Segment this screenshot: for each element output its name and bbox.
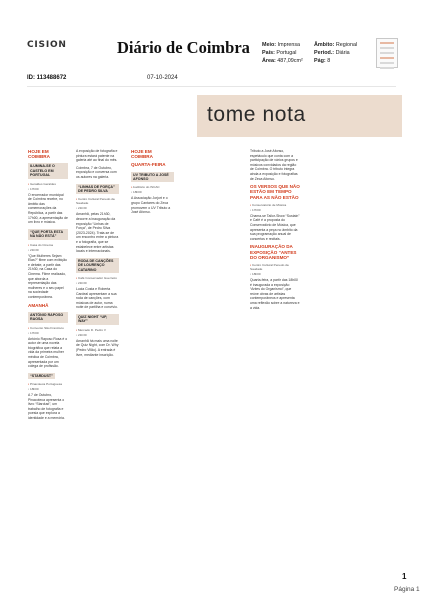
event-title: “LINHAS DE FORÇA” DE PEDRO SILVA: [76, 184, 119, 195]
event-description: Amanhã, pelas 21h30, decorre a inauguração da exposição “Linhas de Força”, de Pedro Silva (2023-2024). Trata-se de um encontro entre a pintura e a fotografia, que se estabelece entre artistas locais e internacionais.: [76, 212, 119, 254]
cision-logo: CISION: [27, 40, 67, 50]
press-clipping-header: [0, 0, 424, 92]
event-time: ▪ 17h00: [28, 331, 68, 335]
event-description: “Que Mulheres Sejam Elas?” filme com exibição e debate, a partir das 21h30, na Casa do Cinema. Filme realizado, que aborda a representação das mulheres e o seu papel na sociedade contemporânea.: [28, 253, 67, 299]
event-time: ▪ 21h30: [76, 333, 119, 337]
section-heading: AMANHÃ: [28, 302, 49, 308]
event-description: A Associação Jorjort e o grupo Cantares do Zeca promovem o UV Tributo a José Afonso.: [131, 196, 171, 215]
page-label: Página 1: [394, 586, 420, 593]
event-title: “QUE PORTA ESTA NA NÃO ESTÁ”: [28, 229, 68, 240]
event-description: A 7 de Outubro, Pinacoteca apresenta o livro “Stardust”, um trabalho de fotografia e poesia que explora a identidade e a memória.: [28, 393, 65, 421]
page-thumbnail[interactable]: [376, 38, 398, 68]
section-heading: HOJE EM COIMBRA: [28, 149, 50, 160]
event-venue: ▪ Café Conservador Guerreiro: [76, 276, 119, 280]
event-description: Quarta-feira, a partir das 18h00 é inaugurada a exposição “Antes do Organismo”, que reúne obras de artistas contemporâneos e apresenta uma reflexão sobre a natureza e a vida.: [250, 277, 300, 310]
meta-left: [262, 41, 303, 66]
event-venue: ▪ Convento São Francisco: [28, 326, 68, 330]
article-column-3: [131, 147, 174, 218]
event-time: ▪ 21h30: [76, 281, 119, 285]
event-description: O encerrador municipal de Coimbra recebe, no âmbito das comemorações da República, a partir das 17h00, a apresentação de um livro e música.: [28, 192, 68, 225]
event-title: ILUMINA-SE O CASTELO EM PORTUGAL: [28, 163, 68, 178]
event-venue: ▪ Pinacoteca Portuguesa: [28, 382, 68, 386]
event-time: ▪ 21h30: [76, 206, 119, 210]
event-venue: ▪ Geraldes Geraldes: [28, 182, 68, 186]
event-title: ANTÓNIO RAPOSO RAOSA: [28, 312, 68, 323]
event-description: A exposição de fotografia e pintura estará patente na galeria até ao final do mês.: [76, 149, 118, 163]
newspaper-masthead: Diário de Coimbra: [117, 38, 250, 57]
event-description: Lucia Costa e Roberta Cardeal apresentam a sua roda de canções, com músicas de autor, numa noite de partilha e convívio.: [76, 286, 118, 310]
event-description: António Raposo Rosa é o autor de uma novela biográfica que relata a vida da primeira mulher médica de Coimbra, apresentada por um colega de profissão.: [28, 336, 68, 369]
meta-row: Âmbito: Regional: [314, 42, 358, 48]
event-title: “STARDUST”: [30, 373, 53, 378]
meta-row: Period.: Diária: [314, 50, 350, 57]
meta-row: País: Portugal: [262, 50, 297, 57]
meta-row: Meio: Imprensa: [262, 42, 301, 48]
section-heading: OS VERSOS QUE NÃO ESTÃO EM TEMPO PARA AS NÃO ESTÃO: [250, 184, 300, 200]
event-time: ▪ 18h00: [250, 272, 300, 276]
event-venue: ▪ Centro Cultural Penedo da Saudade: [76, 197, 119, 205]
event-title: RODA DE CANÇÕES DE LOURENÇO CATARINO: [76, 258, 119, 273]
section-heading: HOJE EM COIMBRA: [131, 149, 153, 160]
article-column-2: [76, 147, 119, 360]
section-title: tome nota: [207, 103, 306, 126]
event-venue: ▪ Casa do Cinema: [28, 243, 68, 247]
event-time: ▪ 17h00: [250, 208, 300, 212]
event-title: QUIZ NIGHT “UP, WAY”: [76, 314, 119, 325]
section-heading: INAUGURAÇÃO DA EXPOSIÇÃO “ANTES DO ORGANISMO”: [250, 244, 297, 260]
event-venue: ▪ Conservatório de Música: [250, 203, 300, 207]
meta-right: [314, 41, 357, 66]
page-number: 1: [402, 572, 407, 581]
clipping-date: 07-10-2024: [147, 75, 178, 81]
header-divider: [27, 86, 396, 87]
event-description: Amanhã há mais uma noite de Quiz Night, com Dr. Why (Pedro Vilão). A entrada é livre, mediante inscrição.: [76, 338, 119, 357]
section-banner: [197, 95, 402, 137]
event-description: Tributo a José Afonso, espetáculo que conta com a participação de vários grupos e músicos convidados da região de Coimbra. O tributo integra ainda a exposição e fotografias de Zeca Afonso.: [250, 149, 298, 181]
event-time: ▪ 18h00: [131, 190, 174, 194]
meta-row: Área: 487,09cm²: [262, 58, 303, 65]
event-description: Coimbra, 7 de Outubro, exposição e conversa com os autores na galeria.: [76, 165, 117, 179]
event-description: Chama-se Tailor-Show “Sustain” e Café é a proposta do Conservatório de Música, que apresenta a peça no âmbito da sua programação anual de concertos e recitais.: [250, 213, 300, 241]
event-venue: ▪ Mercado D. Pedro V: [76, 328, 119, 332]
event-time: ▪ 18h00: [28, 387, 68, 391]
event-time: ▪ 17h00: [28, 187, 68, 191]
event-venue: ▪ Auditório do ISCAC: [131, 185, 174, 189]
article-column-1: [28, 147, 68, 424]
event-venue: ▪ Centro Cultural Penedo da Saudade: [250, 263, 300, 271]
event-title: UV TRIBUTO A JOSÉ AFONSO: [131, 172, 174, 183]
meta-row: Pág: 8: [314, 58, 331, 65]
article-column-4: [250, 147, 300, 313]
event-time: ▪ 21h30: [28, 248, 68, 252]
section-heading: QUARTA-FEIRA: [131, 162, 166, 168]
clipping-id: ID: 113488672: [27, 75, 67, 81]
